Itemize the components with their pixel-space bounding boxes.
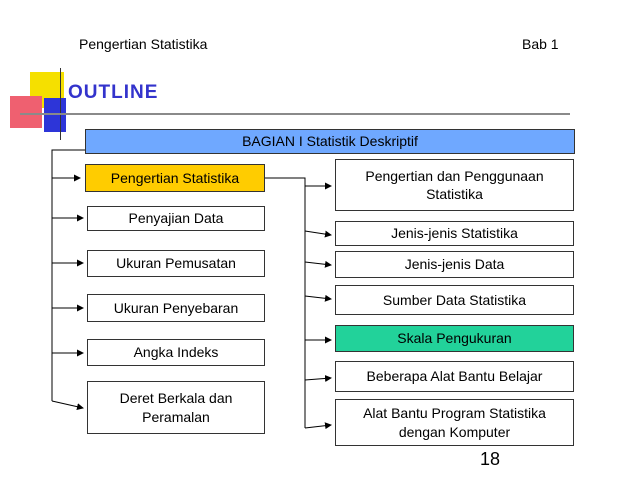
left-item-pengertian-statistika: Pengertian Statistika: [85, 164, 265, 192]
outline-title: OUTLINE: [68, 82, 159, 103]
header-title: Pengertian Statistika: [79, 36, 208, 52]
page-number: 18: [480, 449, 501, 469]
right-item-sumber-data: Sumber Data Statistika: [335, 285, 574, 315]
right-arrow-2: [305, 231, 331, 235]
right-item-jenis-statistika: Jenis-jenis Statistika: [335, 221, 574, 246]
right-arrow-4: [305, 296, 331, 299]
right-arrow-7: [305, 425, 331, 428]
right-arrow-3: [305, 262, 331, 265]
left-item-angka-indeks: Angka Indeks: [87, 339, 265, 366]
right-arrow-6: [305, 378, 331, 380]
left-arrow-6: [52, 401, 83, 408]
section-banner: BAGIAN I Statistik Deskriptif: [85, 129, 575, 154]
right-item-alat-bantu-program: Alat Bantu Program Statistika dengan Komputer: [335, 399, 574, 446]
right-item-jenis-data: Jenis-jenis Data: [335, 251, 574, 278]
left-spine-line: [52, 150, 85, 401]
right-item-alat-bantu-belajar: Beberapa Alat Bantu Belajar: [335, 361, 574, 392]
left-item-ukuran-penyebaran: Ukuran Penyebaran: [87, 294, 265, 322]
right-item-pengertian-penggunaan: Pengertian dan Penggunaan Statistika: [335, 159, 574, 211]
right-connector-line: [265, 178, 305, 428]
left-item-ukuran-pemusatan: Ukuran Pemusatan: [87, 250, 265, 277]
left-item-penyajian-data: Penyajian Data: [87, 206, 265, 231]
right-item-skala-pengukuran: Skala Pengukuran: [335, 325, 574, 352]
left-item-deret-berkala: Deret Berkala dan Peramalan: [87, 381, 265, 434]
chapter-label: Bab 1: [522, 36, 559, 52]
